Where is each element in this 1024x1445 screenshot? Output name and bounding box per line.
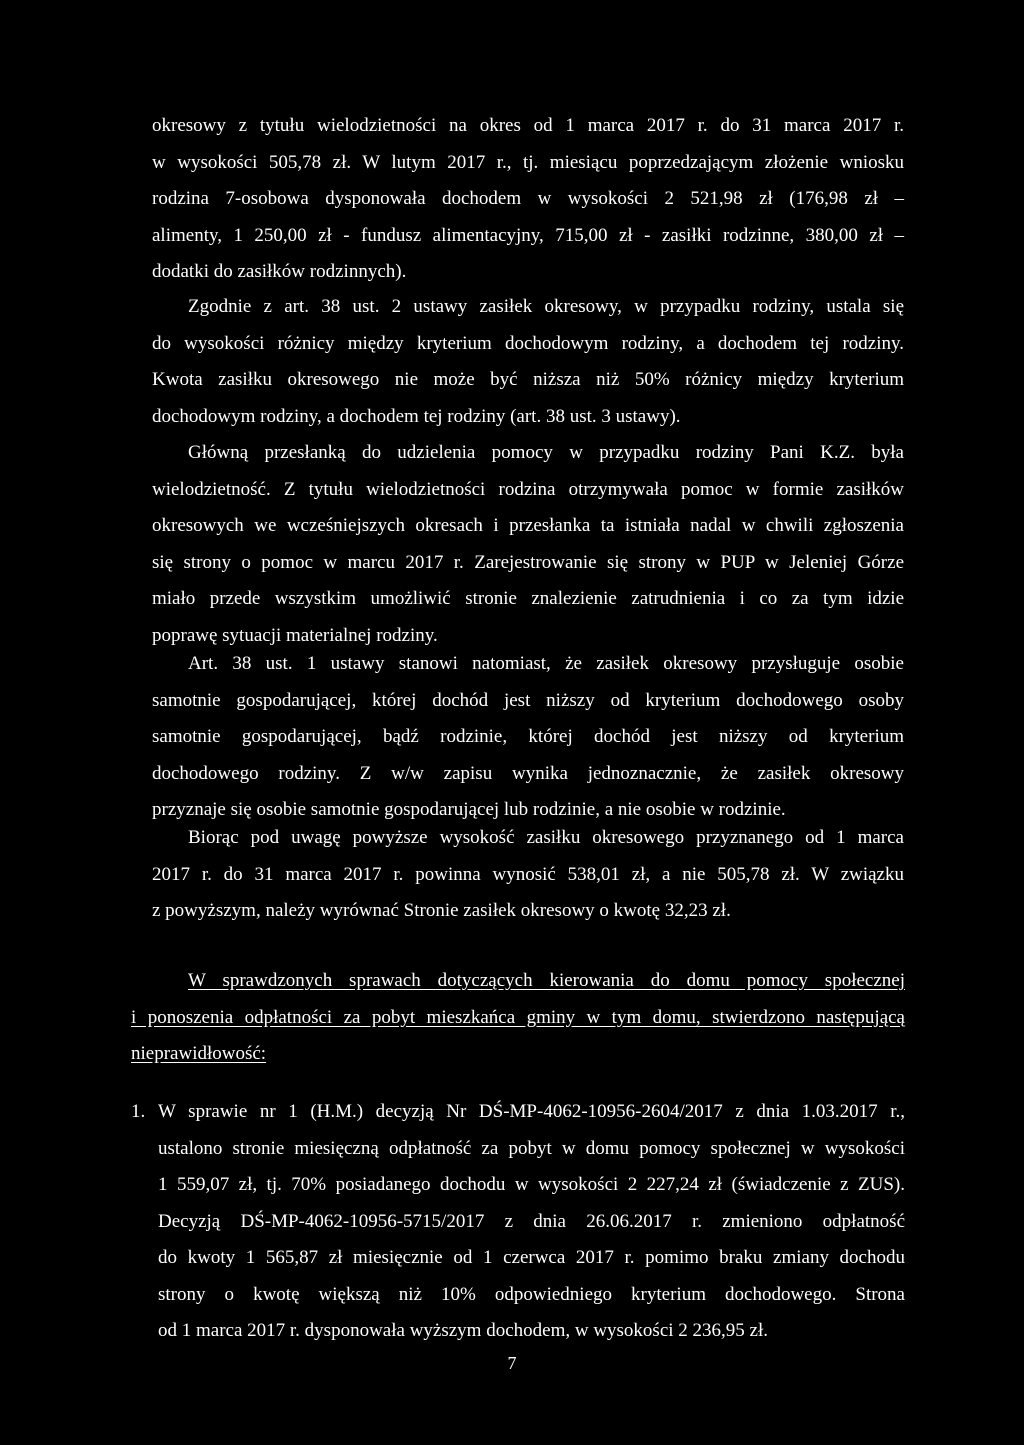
- list-item: [131, 1094, 905, 1350]
- text-line: Art. 38 ust. 1 ustawy stanowi natomiast, że zasiłek okresowy przysługuje osobie: [188, 653, 904, 674]
- text-line: samotnie gospodarującej, bądź rodzinie, której dochód jest niższy od kryterium: [152, 726, 904, 747]
- text-line: okresowych we wcześniejszych okresach i przesłanka ta istniała nadal w chwili zgłoszenia: [152, 515, 904, 536]
- text-line: samotnie gospodarującej, której dochód jest niższy od kryterium dochodowego osoby: [152, 689, 904, 711]
- text-line: Kwota zasiłku okresowego nie może być niższa niż 50% różnicy między kryterium: [152, 369, 904, 390]
- paragraph-art-38-ust-2: [152, 289, 904, 435]
- text-line: poprawę sytuacji materialnej rodziny.: [152, 624, 438, 646]
- page-number: 7: [507, 1353, 517, 1373]
- text-line: przyznaje się osobie samotnie gospodarującej lub rodzinie, a nie osobie w rodzinie.: [152, 799, 786, 820]
- text-line: dochodowego rodziny. Z w/w zapisu wynika jednoznacznie, że zasiłek okresowy: [152, 762, 904, 784]
- text-line: strony o kwotę większą niż 10% odpowiedniego kryterium dochodowego. Strona: [158, 1283, 905, 1305]
- text-line: ustalono stronie miesięczną odpłatność za pobyt w domu pomocy społecznej w wysokości: [158, 1137, 905, 1159]
- text-line: Zgodnie z art. 38 ust. 2 ustawy zasiłek okresowy, w przypadku rodziny, ustala się: [188, 296, 904, 317]
- text-line: Biorąc pod uwagę powyższe wysokość zasiłku okresowego przyznanego od 1 marca: [188, 827, 904, 848]
- text-line: w wysokości 505,78 zł. W lutym 2017 r., tj. miesiącu poprzedzającym złożenie wniosku: [152, 151, 904, 173]
- text-line: alimenty, 1 250,00 zł - fundusz alimentacyjny, 715,00 zł - zasiłki rodzinne, 380,00 zł –: [152, 224, 904, 246]
- text-line: się strony o pomoc w marcu 2017 r. Zarejestrowanie się strony w PUP w Jeleniej Górze: [152, 551, 904, 573]
- text-line: 1 559,07 zł, tj. 70% posiadanego dochodu w wysokości 2 227,24 zł (świadczenie z ZUS).: [158, 1174, 905, 1195]
- paragraph-art-38-ust-1: [152, 646, 904, 829]
- text-line: miało przede wszystkim umożliwić stronie znalezienie zatrudnienia i co za tym idzie: [152, 588, 904, 609]
- text-line: dodatki do zasiłków rodzinnych).: [152, 261, 407, 282]
- text-line: wielodzietność. Z tytułu wielodzietności rodzina otrzymywała pomoc w formie zasiłków: [152, 478, 904, 500]
- text-line: Główną przesłanką do udzielenia pomocy w przypadku rodziny Pani K.Z. była: [188, 442, 904, 463]
- text-line: rodzina 7-osobowa dysponowała dochodem w wysokości 2 521,98 zł (176,98 zł –: [152, 188, 904, 209]
- text-line: 2017 r. do 31 marca 2017 r. powinna wynosić 538,01 zł, a nie 505,78 zł. W związku: [152, 863, 904, 885]
- text-line: z powyższym, należy wyrównać Stronie zasiłek okresowy o kwotę 32,23 zł.: [152, 900, 731, 921]
- text-line: do kwoty 1 565,87 zł miesięcznie od 1 czerwca 2017 r. pomimo braku zmiany dochodu: [158, 1247, 905, 1268]
- heading-line: i ponoszenia odpłatności za pobyt mieszkańca gminy w tym domu, stwierdzono następującą: [131, 1006, 905, 1028]
- text-line: okresowy z tytułu wielodzietności na okres od 1 marca 2017 r. do 31 marca 2017 r.: [152, 115, 904, 136]
- text-line: od 1 marca 2017 r. dysponowała wyższym dochodem, w wysokości 2 236,95 zł.: [158, 1320, 769, 1341]
- text-line: do wysokości różnicy między kryterium dochodowym rodziny, a dochodem tej rodziny.: [152, 332, 904, 354]
- paragraph-wyrownanie: [152, 820, 904, 930]
- text-line: W sprawie nr 1 (H.M.) decyzją Nr DŚ-MP-4062-10956-2604/2017 z dnia 1.03.2017 r.,: [158, 1101, 905, 1122]
- text-line: Decyzją DŚ-MP-4062-10956-5715/2017 z dnia 26.06.2017 r. zmieniono odpłatność: [158, 1210, 905, 1232]
- heading-line: nieprawidłowość:: [131, 1043, 267, 1064]
- list-number: 1.: [131, 1101, 146, 1122]
- section-heading: [131, 963, 905, 1073]
- paragraph-continuation: [152, 108, 904, 291]
- paragraph-przeslanka: [152, 435, 904, 654]
- text-line: dochodowym rodziny, a dochodem tej rodziny (art. 38 ust. 3 ustawy).: [152, 405, 681, 427]
- list-item-body: [158, 1094, 905, 1350]
- heading-line: W sprawdzonych sprawach dotyczących kierowania do domu pomocy społecznej: [188, 970, 905, 991]
- findings-list: [131, 1094, 905, 1350]
